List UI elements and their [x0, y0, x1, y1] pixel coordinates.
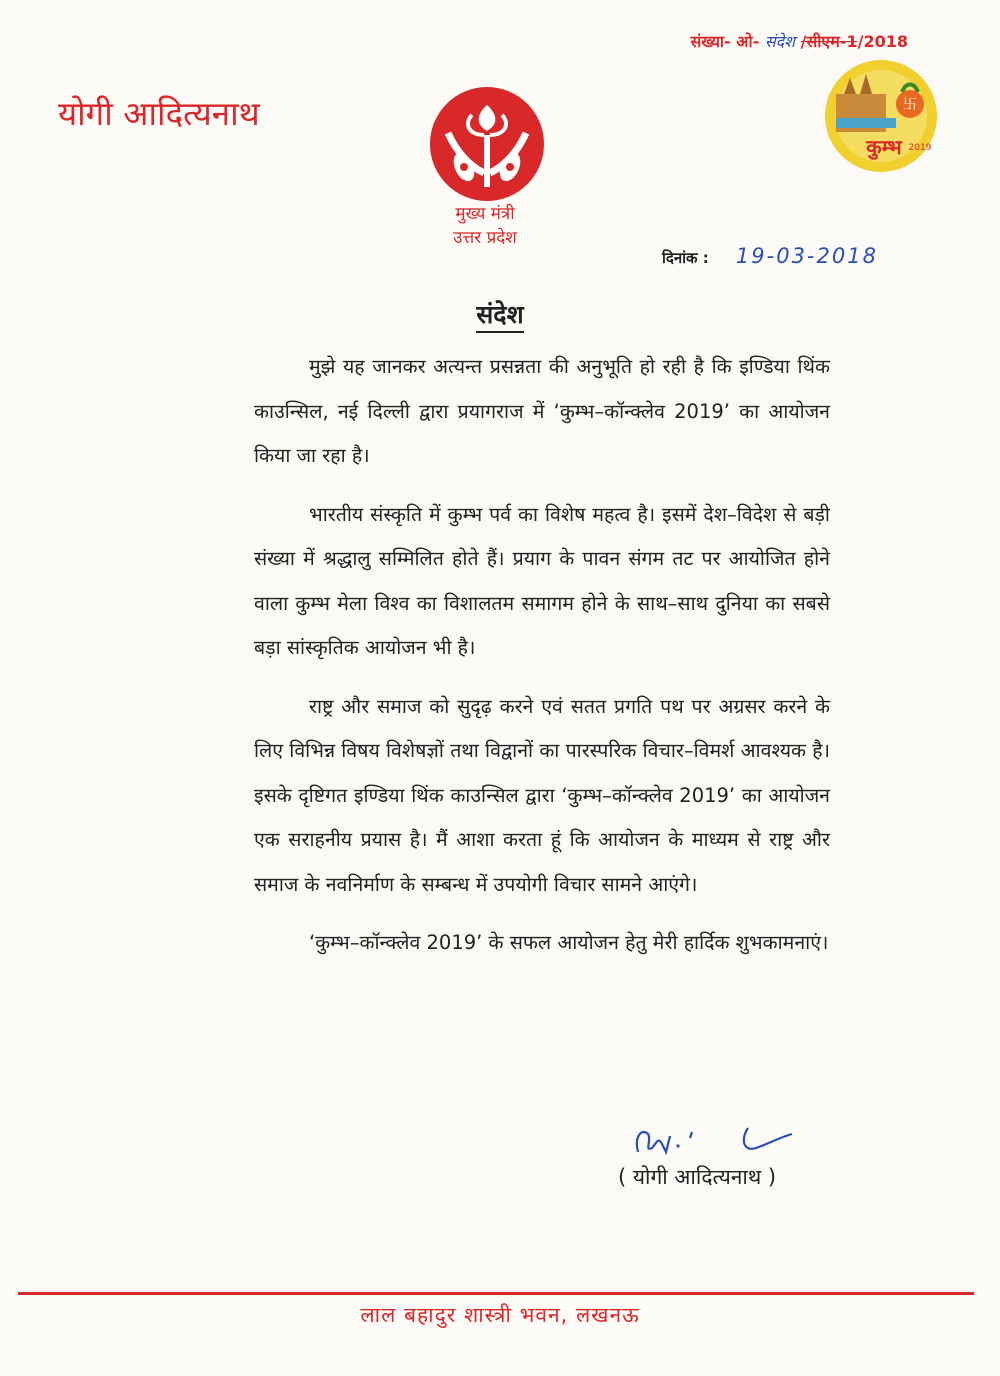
date-row — [662, 244, 878, 268]
kumbh-logo-label: कुम्भ — [866, 135, 902, 159]
letter-body — [254, 345, 830, 980]
letterhead-name: योगी आदित्यनाथ — [58, 94, 260, 133]
footer-address: लाल बहादुर शास्त्री भवन, लखनऊ — [360, 1303, 640, 1327]
signatory-name: ( योगी आदित्यनाथ ) — [618, 1165, 777, 1189]
date-label: दिनांक : — [662, 249, 709, 267]
date-value: 19-03-2018 — [735, 244, 878, 268]
body-paragraph-3: राष्ट्र और समाज को सुदृढ़ करने एवं सतत प्रगति पथ पर अग्रसर करने के लिए विभिन्न विषय विशेषज्ञों तथा विद्वानों का पारस्परिक विचार–विमर्श आवश्यक है। इसके दृष्टिगत इण्डिया थिंक काउन्सिल द्वारा ‘कुम्भ–कॉन्क्लेव 2019’ का आयोजन एक सराहनीय प्रयास है। मैं आशा करता हूं कि आयोजन के माध्यम से राष्ट्र और समाज के नवनिर्माण के सम्बन्ध में उपयोगी विचार सामने आएंगे। — [254, 694, 830, 896]
kumbh-logo-year: 2019 — [908, 143, 932, 153]
office-title — [380, 202, 590, 250]
up-emblem-icon — [428, 85, 546, 203]
body-paragraph-4: ‘कुम्भ–कॉन्क्लेव 2019’ के सफल आयोजन हेतु मेरी हार्दिक शुभकामनाएं। — [309, 931, 829, 954]
svg-text:卐: 卐 — [903, 97, 917, 113]
kumbh-2019-logo — [822, 58, 940, 174]
footer-divider — [18, 1292, 974, 1295]
handwritten-signature — [628, 1122, 798, 1162]
office-line-1: मुख्य मंत्री — [455, 204, 515, 224]
letter-subject — [0, 297, 1000, 331]
ref-prefix: संख्या- ओ- — [690, 32, 760, 51]
subject-text: संदेश — [476, 300, 523, 333]
ref-struck: /सीएम-1 — [800, 32, 858, 51]
body-paragraph-1: मुझे यह जानकर अत्यन्त प्रसन्नता की अनुभूति हो रही है कि इण्डिया थिंक काउन्सिल, नई दिल्ली द्वारा प्रयागराज में ‘कुम्भ–कॉन्क्लेव 2019’ का आयोजन किया जा रहा है। — [254, 355, 830, 467]
ref-year: /2018 — [857, 32, 908, 51]
ref-handwritten: संदेश — [764, 32, 796, 51]
office-line-2: उत्तर प्रदेश — [453, 228, 517, 248]
body-paragraph-2: भारतीय संस्कृति में कुम्भ पर्व का विशेष महत्व है। इसमें देश–विदेश से बड़ी संख्या में श्रद्धालु सम्मिलित होते हैं। प्रयाग के पावन संगम तट पर आयोजित होने वाला कुम्भ मेला विश्व का विशालतम समागम होने के साथ–साथ दुनिया का सबसे बड़ा सांस्कृतिक आयोजन भी है। — [254, 502, 830, 659]
reference-number — [690, 30, 908, 52]
